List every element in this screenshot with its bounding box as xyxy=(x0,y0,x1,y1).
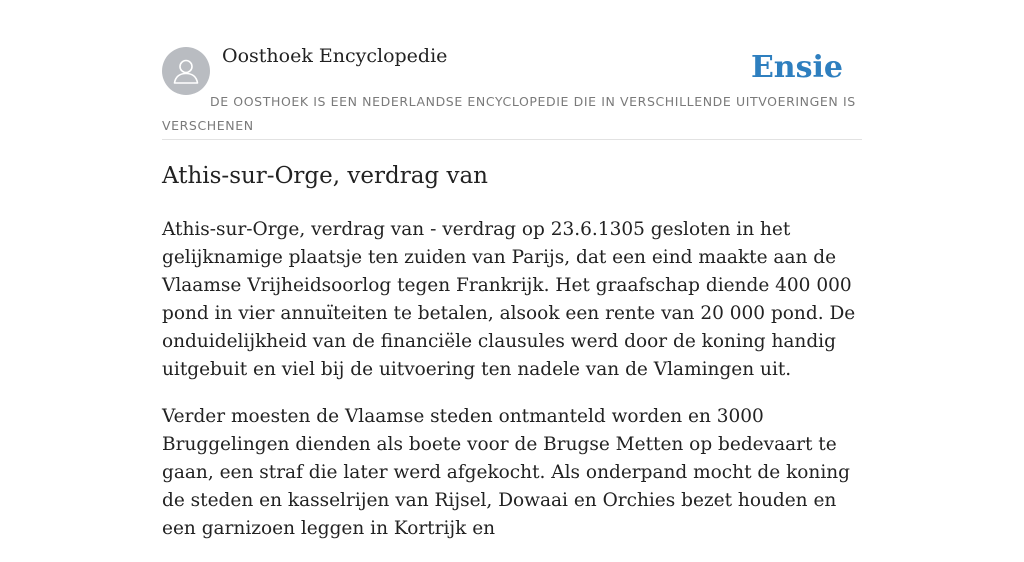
article-body xyxy=(162,216,862,562)
author-tagline: DE OOSTHOEK IS EEN NEDERLANDSE ENCYCLOPEDIE DIE IN VERSCHILLENDE UITVOERINGEN IS VERSCHENEN xyxy=(162,94,856,133)
article-paragraph: Verder moesten de Vlaamse steden ontmanteld worden en 3000 Bruggelingen dienden als boete voor de Brugse Metten op bedevaart te gaan, een straf die later werd afgekocht. Als onderpand mocht de koning de steden en kasselrijen van Rijsel, Dowaai en Orchies bezet houden en een garnizoen leggen in Kortrijk en xyxy=(162,406,851,539)
header-divider xyxy=(162,139,862,140)
avatar[interactable] xyxy=(162,47,210,95)
author-name[interactable]: Oosthoek Encyclopedie xyxy=(222,45,448,67)
user-outline-icon xyxy=(171,56,201,86)
brand-logo[interactable]: Ensie xyxy=(750,50,843,85)
article-title: Athis-sur-Orge, verdrag van xyxy=(162,163,488,189)
article-paragraph: Athis-sur-Orge, verdrag van - verdrag op 23.6.1305 gesloten in het gelijknamige plaatsje ten zuiden van Parijs, dat een eind maakte aan de Vlaamse Vrijheidsoorlog tegen Frankrijk. Het graafschap diende 400 000 pond in vier annuïteiten te betalen, alsook een rente van 20 000 pond. De onduidelijkheid van de financiële clausules werd door de koning handig uitgebuit en viel bij de uitvoering ten nadele van de Vlamingen uit. xyxy=(162,219,856,380)
